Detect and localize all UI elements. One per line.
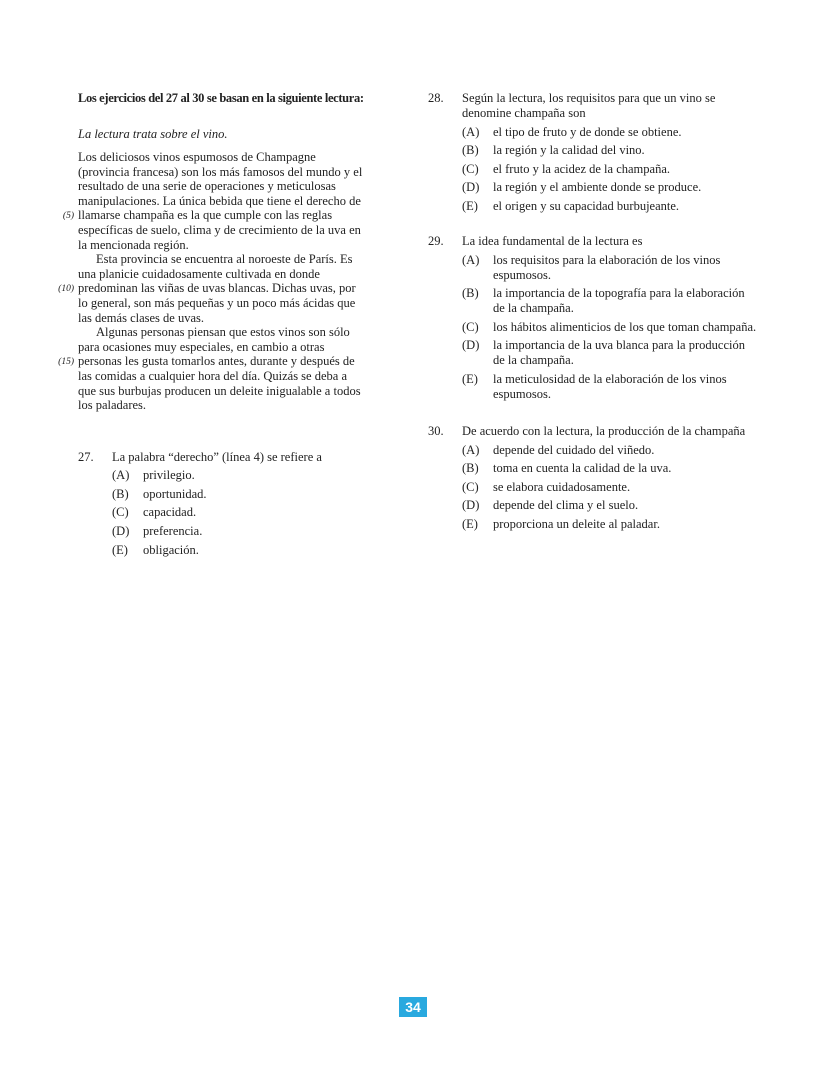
option-text: el fruto y la acidez de la champaña. — [493, 161, 670, 176]
passage-line-text: lo general, son más pequeñas y un poco más ácidas que — [78, 295, 356, 310]
option-letter: (E) — [462, 516, 478, 531]
option-text: la meticulosidad de la elaboración de los vinos espumosos. — [493, 371, 727, 401]
option-text: los requisitos para la elaboración de los vinos espumosos. — [493, 252, 721, 282]
answer-option — [462, 253, 758, 283]
passage-line-text: Los deliciosos vinos espumosos de Champagne — [78, 150, 316, 164]
reading-passage — [58, 150, 398, 413]
option-letter: (D) — [112, 524, 130, 539]
right-column — [428, 91, 758, 532]
option-letter: (B) — [462, 143, 479, 158]
passage-line — [78, 194, 398, 209]
passage-line-text: personas les gusta tomarlos antes, durante y después de — [78, 354, 355, 369]
passage-line-text: que sus burbujas producen un deleite inigualable a todos — [78, 383, 361, 398]
option-text: toma en cuenta la calidad de la uva. — [493, 461, 672, 476]
answer-option — [462, 125, 758, 140]
option-text: obligación. — [143, 542, 199, 557]
answer-option — [112, 487, 398, 502]
option-letter: (B) — [112, 486, 129, 501]
question-number: 27. — [78, 449, 94, 464]
passage-line — [78, 165, 398, 180]
line-number: (15) — [58, 357, 74, 368]
answer-option — [462, 461, 758, 476]
left-questions — [78, 450, 398, 558]
passage-line-text: resultado de una serie de operaciones y meticulosas — [78, 179, 336, 194]
option-letter: (E) — [462, 198, 478, 213]
passage-line-text: Algunas personas piensan que estos vinos son sólo — [96, 325, 350, 340]
answer-option — [462, 372, 758, 402]
answer-option — [462, 199, 758, 214]
answer-option — [462, 338, 758, 368]
option-text: privilegio. — [143, 468, 195, 483]
option-letter: (E) — [112, 542, 128, 557]
option-text: proporciona un deleite al paladar. — [493, 516, 660, 531]
passage-line — [58, 281, 398, 296]
option-text: oportunidad. — [143, 486, 207, 501]
passage-line — [62, 208, 398, 223]
passage-line — [78, 267, 398, 282]
reading-intro: La lectura trata sobre el vino. — [78, 127, 228, 141]
question-row — [78, 450, 398, 465]
passage-line — [78, 311, 398, 326]
answer-option — [112, 543, 398, 558]
passage-line-text: (provincia francesa) son los más famosos del mundo y el — [78, 164, 363, 179]
passage-line-text: Esta provincia se encuentra al noroeste de París. Es — [96, 252, 353, 267]
passage-line — [58, 354, 398, 369]
question-row — [428, 424, 758, 439]
option-text: depende del cuidado del viñedo. — [493, 442, 655, 457]
passage-line — [78, 325, 398, 340]
option-text: el tipo de fruto y de donde se obtiene. — [493, 124, 682, 139]
option-letter: (B) — [462, 286, 479, 301]
option-letter: (D) — [462, 338, 480, 353]
line-number: (10) — [58, 284, 74, 295]
passage-line-text: predominan las viñas de uvas blancas. Dichas uvas, por — [78, 281, 356, 296]
answer-option — [462, 517, 758, 532]
passage-line-text: para ocasiones muy especiales, en cambio a otras — [78, 339, 325, 354]
passage-line — [78, 384, 398, 399]
option-letter: (C) — [462, 479, 479, 494]
option-letter: (D) — [462, 180, 480, 195]
passage-line — [78, 150, 398, 165]
passage-line — [78, 340, 398, 355]
option-letter: (C) — [462, 319, 479, 334]
answer-option — [462, 480, 758, 495]
option-letter: (A) — [462, 252, 480, 267]
passage-line — [78, 398, 398, 413]
page-number-badge: 34 — [399, 997, 427, 1017]
option-text: los hábitos alimenticios de los que toman champaña. — [493, 319, 757, 334]
question-number: 30. — [428, 423, 444, 438]
question-30 — [428, 424, 758, 532]
option-text: el origen y su capacidad burbujeante. — [493, 198, 680, 213]
option-letter: (E) — [462, 371, 478, 386]
answer-option — [462, 286, 758, 316]
passage-line — [78, 369, 398, 384]
option-letter: (A) — [112, 468, 130, 483]
left-column — [58, 91, 398, 558]
section-heading: Los ejercicios del 27 al 30 se basan en la siguiente lectura: — [78, 91, 364, 105]
option-text: la región y el ambiente donde se produce. — [493, 180, 702, 195]
passage-line-text: manipulaciones. La única bebida que tiene el derecho de — [78, 193, 361, 208]
passage-line-text: una planicie cuidadosamente cultivada en donde — [78, 266, 320, 281]
passage-line-text: las demás clases de uvas. — [78, 310, 205, 325]
question-row — [428, 91, 758, 121]
passage-line-text: específicas de suelo, clima y de crecimiento de la uva en — [78, 222, 361, 237]
question-number: 29. — [428, 233, 444, 248]
passage-line — [78, 223, 398, 238]
option-letter: (B) — [462, 461, 479, 476]
answer-option — [462, 320, 758, 335]
passage-line-text: los paladares. — [78, 398, 147, 413]
option-text: la importancia de la uva blanca para la producción de la champaña. — [493, 338, 745, 368]
passage-line — [78, 179, 398, 194]
question-number: 28. — [428, 91, 444, 105]
question-27 — [78, 450, 398, 558]
option-text: capacidad. — [143, 505, 197, 520]
question-stem: De acuerdo con la lectura, la producción de la champaña — [462, 423, 746, 438]
answer-option — [112, 505, 398, 520]
answer-option — [112, 468, 398, 483]
passage-line — [78, 252, 398, 267]
passage-line — [78, 238, 398, 253]
question-28 — [428, 91, 758, 214]
answer-option — [462, 180, 758, 195]
question-row — [428, 234, 758, 249]
option-text: se elabora cuidadosamente. — [493, 479, 631, 494]
answer-option — [462, 498, 758, 513]
option-text: preferencia. — [143, 524, 203, 539]
option-text: la región y la calidad del vino. — [493, 143, 645, 158]
option-letter: (A) — [462, 442, 480, 457]
question-stem: Según la lectura, los requisitos para que un vino se denomine champaña son — [462, 91, 716, 120]
option-letter: (C) — [462, 161, 479, 176]
question-stem: La idea fundamental de la lectura es — [462, 233, 643, 248]
answer-option — [112, 524, 398, 539]
answer-option — [462, 443, 758, 458]
passage-line-text: llamarse champaña es la que cumple con las reglas — [78, 208, 333, 223]
option-letter: (D) — [462, 498, 480, 513]
passage-line-text: la mencionada región. — [78, 237, 189, 252]
answer-option — [462, 162, 758, 177]
option-text: depende del clima y el suelo. — [493, 498, 639, 513]
option-letter: (A) — [462, 124, 480, 139]
passage-line — [78, 296, 398, 311]
question-stem: La palabra “derecho” (línea 4) se refiere a — [112, 449, 322, 464]
option-letter: (C) — [112, 505, 129, 520]
option-text: la importancia de la topografía para la elaboración de la champaña. — [493, 286, 745, 316]
answer-option — [462, 143, 758, 158]
question-29 — [428, 234, 758, 402]
passage-line-text: las comidas a cualquier hora del día. Quizás se deba a — [78, 368, 347, 383]
line-number: (5) — [62, 211, 74, 222]
